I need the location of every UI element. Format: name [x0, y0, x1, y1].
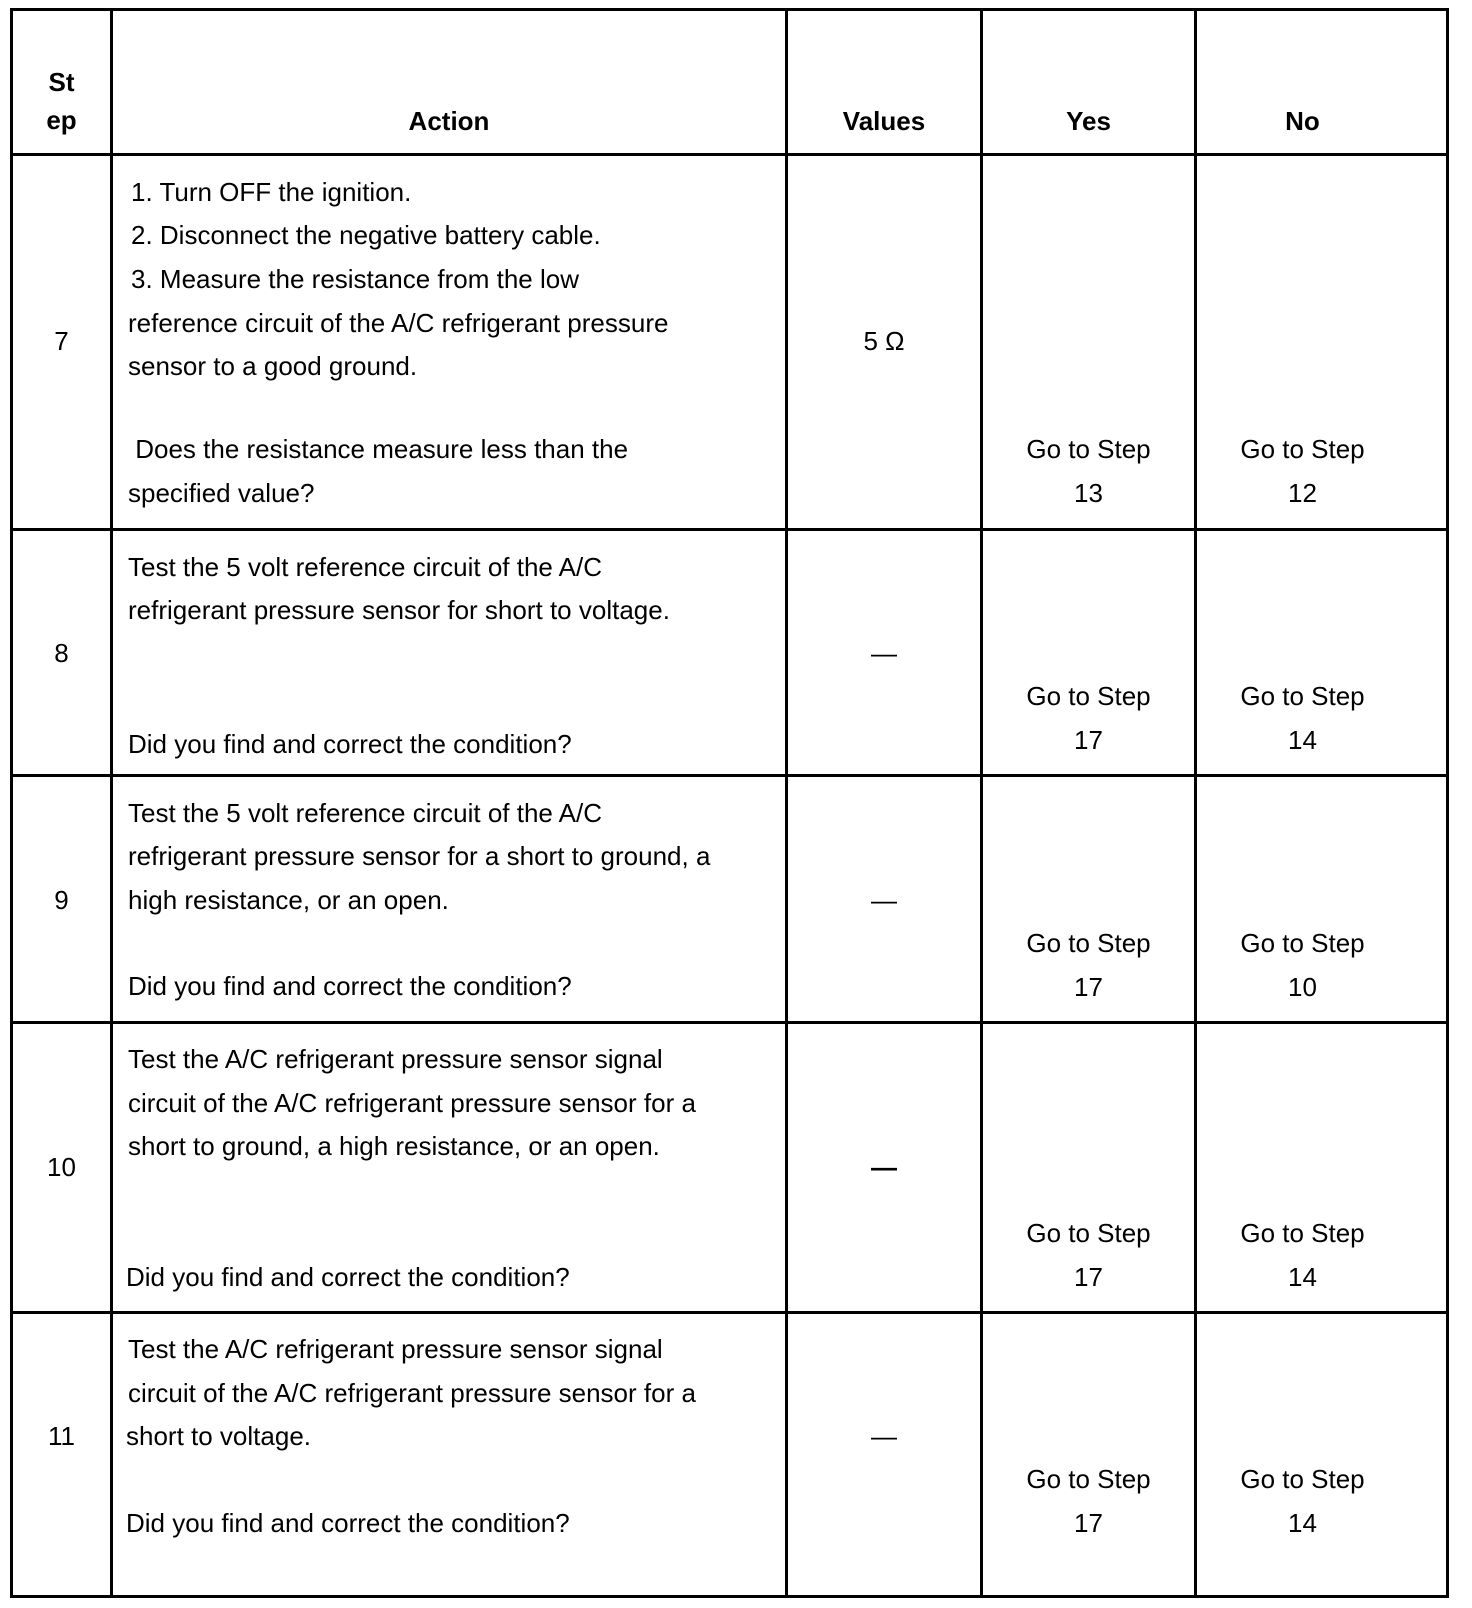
value-cell: —	[871, 1421, 897, 1451]
question-line: Did you find and correct the condition?	[128, 729, 572, 759]
no-go-to-step	[1197, 427, 1408, 515]
value-cell: —	[871, 638, 897, 668]
yes-step: 13	[1074, 478, 1103, 508]
no-go-to-step	[1197, 921, 1408, 1009]
action-line: 2. Disconnect the negative battery cable.	[131, 220, 601, 250]
header-action: Action	[408, 106, 490, 136]
no-label: Go to Step	[1240, 681, 1365, 711]
header-step	[13, 63, 110, 139]
column-divider	[1194, 11, 1197, 1595]
action-line: Test the A/C refrigerant pressure sensor signal	[128, 1044, 663, 1074]
no-label: Go to Step	[1240, 434, 1365, 464]
yes-go-to-step	[983, 921, 1194, 1009]
yes-label: Go to Step	[1026, 1464, 1151, 1494]
row-divider	[13, 528, 1446, 531]
no-step: 14	[1288, 725, 1317, 755]
action-line: refrigerant pressure sensor for short to voltage.	[128, 595, 670, 625]
no-go-to-step	[1197, 1211, 1408, 1299]
action-line: short to ground, a high resistance, or an open.	[128, 1131, 660, 1161]
step-number: 9	[54, 885, 69, 915]
step-number: 7	[54, 326, 69, 356]
question-line: Did you find and correct the condition?	[126, 1508, 570, 1538]
action-line: circuit of the A/C refrigerant pressure sensor for a	[128, 1088, 696, 1118]
column-divider	[980, 11, 983, 1595]
diagnostic-table	[10, 8, 1449, 1598]
yes-step: 17	[1074, 1508, 1103, 1538]
question-line: Did you find and correct the condition?	[126, 1262, 570, 1292]
column-divider	[110, 11, 113, 1595]
row-divider	[13, 1021, 1446, 1024]
step-number: 8	[54, 638, 69, 668]
action-line: short to voltage.	[126, 1421, 311, 1451]
question-line: specified value?	[128, 478, 315, 508]
no-step: 14	[1288, 1262, 1317, 1292]
no-step: 12	[1288, 478, 1317, 508]
yes-go-to-step	[983, 427, 1194, 515]
header-step-line2: ep	[46, 105, 77, 135]
question-line: Does the resistance measure less than the	[128, 434, 629, 464]
action-line: sensor to a good ground.	[128, 351, 418, 381]
header-divider	[13, 153, 1446, 156]
step-number: 10	[47, 1152, 76, 1182]
action-line: circuit of the A/C refrigerant pressure sensor for a	[128, 1378, 696, 1408]
action-line: refrigerant pressure sensor for a short to ground, a	[128, 841, 711, 871]
no-step: 10	[1288, 972, 1317, 1002]
yes-label: Go to Step	[1026, 1218, 1151, 1248]
action-line: reference circuit of the A/C refrigerant pressure	[128, 308, 669, 338]
value-cell: —	[871, 885, 897, 915]
header-yes: Yes	[1066, 106, 1111, 136]
question-line: Did you find and correct the condition?	[128, 971, 572, 1001]
yes-step: 17	[1074, 1262, 1103, 1292]
no-label: Go to Step	[1240, 1218, 1365, 1248]
header-no: No	[1285, 106, 1320, 136]
yes-label: Go to Step	[1026, 928, 1151, 958]
no-label: Go to Step	[1240, 928, 1365, 958]
yes-step: 17	[1074, 725, 1103, 755]
action-line: 1. Turn OFF the ignition.	[131, 177, 412, 207]
column-divider	[785, 11, 788, 1595]
step-number: 11	[48, 1421, 75, 1451]
yes-go-to-step	[983, 1211, 1194, 1299]
value-cell: 5 Ω	[863, 326, 905, 356]
action-line: Test the 5 volt reference circuit of the A/C	[128, 798, 603, 828]
no-go-to-step	[1197, 1457, 1408, 1545]
yes-label: Go to Step	[1026, 681, 1151, 711]
header-values: Values	[842, 106, 926, 136]
header-step-line1: St	[48, 67, 75, 97]
row-divider	[13, 774, 1446, 777]
action-line: Test the 5 volt reference circuit of the A/C	[128, 552, 603, 582]
row-divider	[13, 1311, 1446, 1314]
action-line: high resistance, or an open.	[128, 885, 449, 915]
yes-go-to-step	[983, 1457, 1194, 1545]
yes-go-to-step	[983, 674, 1194, 762]
action-line: 3. Measure the resistance from the low	[131, 264, 579, 294]
value-cell: —	[871, 1152, 897, 1182]
no-label: Go to Step	[1240, 1464, 1365, 1494]
no-go-to-step	[1197, 674, 1408, 762]
no-step: 14	[1288, 1508, 1317, 1538]
yes-label: Go to Step	[1026, 434, 1151, 464]
yes-step: 17	[1074, 972, 1103, 1002]
action-line: Test the A/C refrigerant pressure sensor signal	[128, 1334, 663, 1364]
